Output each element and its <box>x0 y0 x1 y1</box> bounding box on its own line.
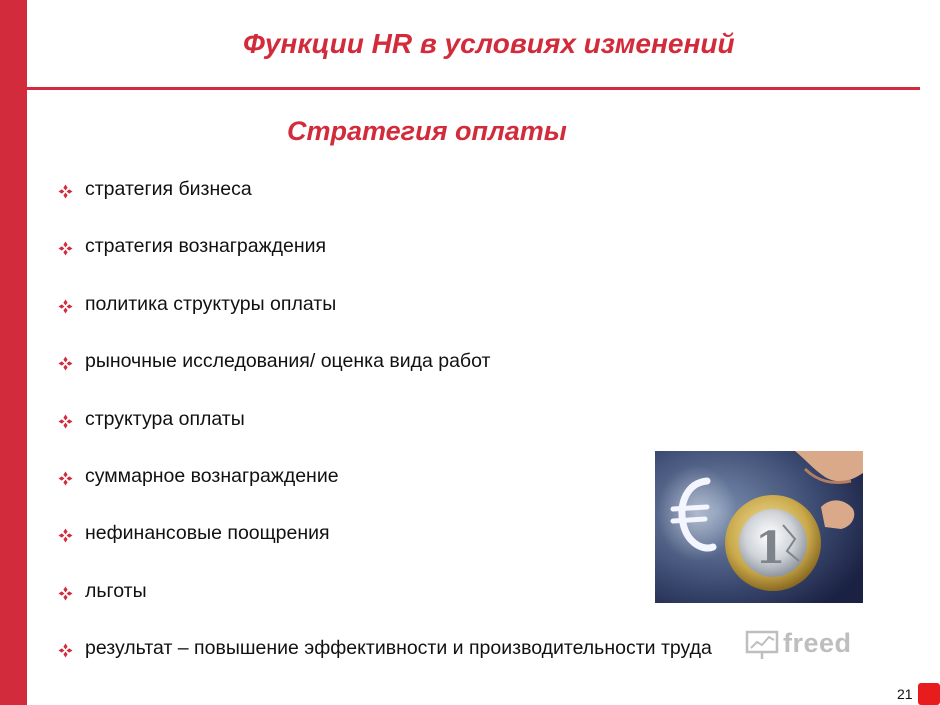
diamond-bullet-icon <box>58 356 73 371</box>
bullet-item <box>58 408 712 465</box>
bullet-text: нефинансовые поощрения <box>85 522 330 545</box>
bullet-item <box>58 293 712 350</box>
diamond-bullet-icon <box>58 586 73 601</box>
watermark <box>745 628 852 659</box>
svg-text:1: 1 <box>755 523 786 574</box>
bullet-text: стратегия вознаграждения <box>85 235 327 258</box>
diamond-bullet-icon <box>58 414 73 429</box>
bullet-item <box>58 465 712 522</box>
bullet-item <box>58 580 712 637</box>
left-accent-band <box>0 0 27 705</box>
corner-marker <box>918 683 940 705</box>
diamond-bullet-icon <box>58 528 73 543</box>
slide-subtitle: Стратегия оплаты <box>287 116 567 146</box>
bullet-text: суммарное вознаграждение <box>85 464 339 487</box>
bullet-text: структура оплаты <box>85 407 245 430</box>
bullet-item <box>58 637 712 694</box>
bullet-text: стратегия бизнеса <box>85 178 252 200</box>
diamond-bullet-icon <box>58 471 73 486</box>
diamond-bullet-icon <box>58 241 73 256</box>
bullet-item <box>58 350 712 407</box>
bullet-item <box>58 178 712 235</box>
diamond-bullet-icon <box>58 643 73 658</box>
bullet-item <box>58 522 712 579</box>
title-divider <box>27 87 920 90</box>
page-number: 21 <box>897 686 913 702</box>
presentation-board-icon <box>745 630 781 660</box>
euro-coin-photo <box>655 451 863 603</box>
diamond-bullet-icon <box>58 184 73 199</box>
watermark-text: freed <box>783 628 852 658</box>
bullet-text: политика структуры оплаты <box>85 292 337 315</box>
bullet-text: результат – повышение эффективности и производительности труда <box>85 637 712 660</box>
slide-title: Функции HR в условиях изменений <box>243 28 735 59</box>
bullet-item <box>58 235 712 292</box>
bullet-text: льготы <box>85 579 147 602</box>
bullet-list <box>58 178 712 695</box>
euro-coin-photo-graphic <box>655 451 863 603</box>
bullet-text: рыночные исследования/ оценка вида работ <box>85 350 491 373</box>
diamond-bullet-icon <box>58 299 73 314</box>
